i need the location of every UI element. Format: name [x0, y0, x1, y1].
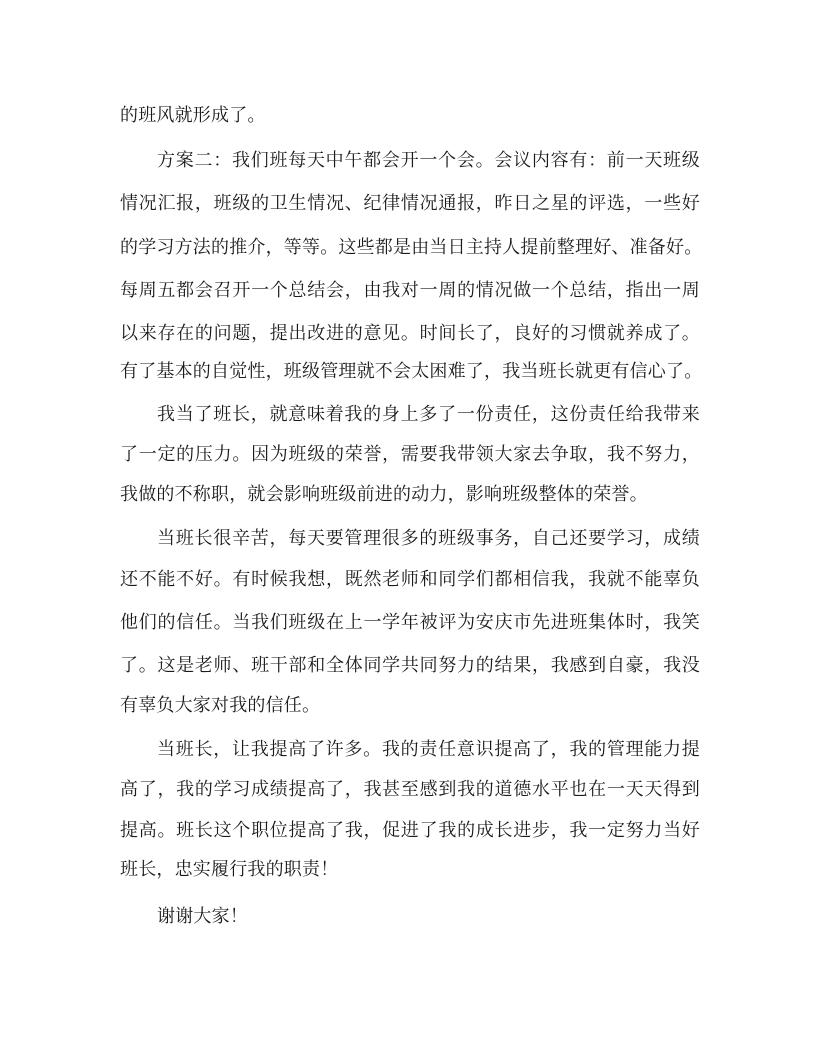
text-line: 提高。班长这个职位提高了我，促进了我的成长进步，我一定努力当好 [120, 820, 700, 841]
text-line: 以来存在的问题，提出改进的意见。时间长了，良好的习惯就养成了。 [120, 323, 700, 344]
text-line: 每周五都会召开一个总结会，由我对一周的情况做一个总结，指出一周 [120, 280, 700, 301]
text-line: 还不能不好。有时候我想，既然老师和同学们都相信我，我就不能辜负 [120, 569, 700, 590]
text-line: 谢谢大家！ [157, 906, 248, 927]
text-line: 他们的信任。当我们班级在上一学年被评为安庆市先进班集体时，我笑 [120, 612, 700, 633]
text-line: 有辜负大家对我的信任。 [120, 695, 321, 716]
text-line: 我做的不称职，就会影响班级前进的动力，影响班级整体的荣誉。 [120, 484, 648, 505]
text-line: 高了，我的学习成绩提高了，我甚至感到我的道德水平也在一天天得到 [120, 779, 700, 800]
text-line: 情况汇报，班级的卫生情况、纪律情况通报，昨日之星的评选，一些好 [120, 193, 700, 214]
text-line: 我当了班长，就意味着我的身上多了一份责任，这份责任给我带来 [157, 404, 700, 425]
text-line: 的班风就形成了。 [120, 105, 266, 126]
text-line: 的学习方法的推介，等等。这些都是由当日主持人提前整理好、准备好。 [120, 237, 703, 258]
text-line: 当班长，让我提高了许多。我的责任意识提高了，我的管理能力提 [157, 739, 700, 760]
text-line: 当班长很辛苦，每天要管理很多的班级事务，自己还要学习，成绩 [157, 528, 700, 549]
text-line: 班长，忠实履行我的职责！ [120, 859, 339, 880]
text-line: 了一定的压力。因为班级的荣誉，需要我带领大家去争取，我不努力， [120, 444, 700, 465]
text-line: 有了基本的自觉性，班级管理就不会太困难了，我当班长就更有信心了。 [120, 361, 703, 382]
text-line: 方案二：我们班每天中午都会开一个会。会议内容有：前一天班级 [157, 150, 700, 171]
text-line: 了。这是老师、班干部和全体同学共同努力的结果，我感到自豪，我没 [120, 655, 700, 676]
